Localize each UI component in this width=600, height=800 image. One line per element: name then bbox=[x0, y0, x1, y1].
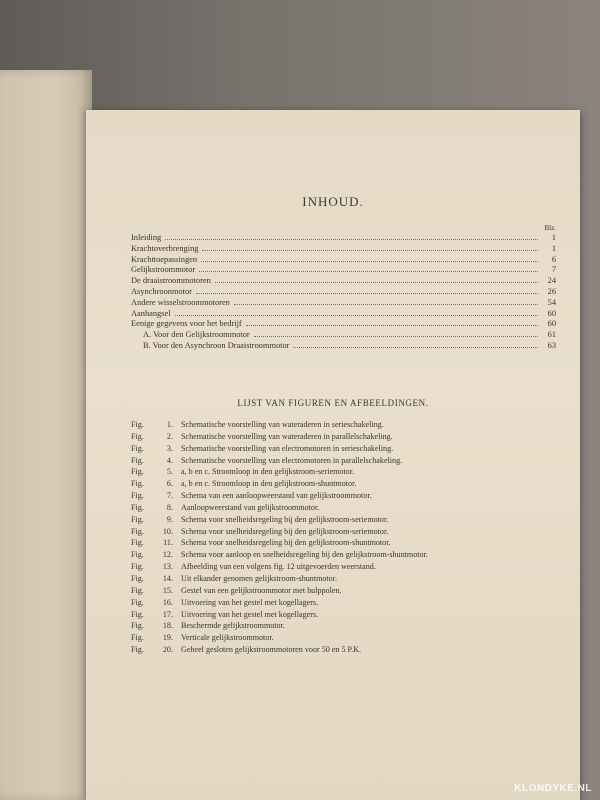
figure-entry bbox=[131, 644, 551, 656]
figure-entry bbox=[131, 561, 551, 573]
toc-entry-page: 61 bbox=[547, 330, 556, 340]
figure-number: 13. bbox=[162, 562, 173, 572]
document-page bbox=[86, 110, 580, 800]
figure-prefix: Fig. bbox=[131, 431, 144, 441]
figure-number: 16. bbox=[162, 597, 173, 607]
toc-leader-dots bbox=[234, 304, 538, 305]
table-of-contents bbox=[131, 224, 556, 352]
figure-prefix: Fig. bbox=[131, 633, 144, 643]
figure-entry bbox=[131, 597, 551, 609]
figure-description: a, b en c. Stroomloop in den gelijkstroom-shuntmotor. bbox=[181, 479, 357, 489]
toc-entry-page: 60 bbox=[547, 308, 556, 318]
figure-number: 10. bbox=[162, 526, 173, 536]
figure-entry bbox=[131, 549, 551, 561]
toc-entry bbox=[131, 233, 556, 244]
figure-prefix: Fig. bbox=[131, 621, 144, 631]
toc-leader-dots bbox=[165, 239, 538, 240]
figure-description: Gestel van een gelijkstroommotor met hulppolen. bbox=[181, 585, 342, 595]
toc-leader-dots bbox=[175, 315, 538, 316]
toc-entry-page: 24 bbox=[547, 276, 556, 286]
toc-leader-dots bbox=[293, 347, 538, 348]
toc-entry-page: 7 bbox=[551, 265, 556, 275]
figure-description: Schema voor snelheidsregeling bij den gelijkstroom-seriemotor. bbox=[181, 526, 389, 536]
figure-entry bbox=[131, 632, 551, 644]
toc-entry-page: 63 bbox=[547, 340, 556, 350]
figure-description: Schematische voorstelling van wateraderen in serieschakeling. bbox=[181, 420, 384, 429]
toc-entry-page: 6 bbox=[551, 254, 556, 264]
toc-entry bbox=[131, 309, 556, 320]
figure-entry bbox=[131, 585, 551, 597]
figure-prefix: Fig. bbox=[131, 443, 144, 453]
figures-title: LIJST VAN FIGUREN EN AFBEELDINGEN. bbox=[237, 398, 429, 408]
toc-entry bbox=[131, 319, 556, 330]
figure-prefix: Fig. bbox=[131, 467, 144, 477]
figure-entry bbox=[131, 609, 551, 621]
figure-entry bbox=[131, 466, 551, 478]
toc-entry bbox=[131, 341, 556, 352]
toc-entry-label: A. Voor den Gelijkstroommotor bbox=[143, 330, 250, 340]
toc-entry-page: 1 bbox=[551, 233, 556, 242]
figure-number: 5. bbox=[166, 467, 173, 477]
toc-leader-dots bbox=[215, 282, 538, 283]
figure-number: 7. bbox=[166, 491, 173, 501]
figure-entry bbox=[131, 443, 551, 455]
figure-number: 11. bbox=[163, 538, 173, 548]
figure-entry bbox=[131, 478, 551, 490]
figure-number: 17. bbox=[162, 609, 173, 619]
toc-entry-page: 54 bbox=[547, 297, 556, 307]
figure-number: 1. bbox=[166, 420, 173, 429]
figure-prefix: Fig. bbox=[131, 526, 144, 536]
toc-entry-label: Inleiding bbox=[131, 233, 162, 242]
page-title: INHOUD. bbox=[302, 194, 364, 209]
toc-entry-page: 26 bbox=[547, 286, 556, 296]
figure-prefix: Fig. bbox=[131, 585, 144, 595]
toc-entry-page: 1 bbox=[551, 243, 556, 253]
left-page-edge bbox=[0, 70, 92, 800]
figure-prefix: Fig. bbox=[131, 420, 144, 429]
figure-description: Schematische voorstelling van electromotoren in parallelschakeling. bbox=[181, 455, 403, 465]
figure-description: Beschermde gelijkstroommotor. bbox=[181, 621, 285, 631]
figure-prefix: Fig. bbox=[131, 645, 144, 655]
toc-entry bbox=[131, 244, 556, 255]
toc-entry bbox=[131, 287, 556, 298]
figure-description: Uitvoering van het gestel met kogellagers. bbox=[181, 597, 319, 607]
figure-entry bbox=[131, 502, 551, 514]
toc-entry bbox=[131, 265, 556, 276]
toc-leader-dots bbox=[196, 293, 538, 294]
figure-entry bbox=[131, 526, 551, 538]
toc-entry-label: Gelijkstroommotor bbox=[131, 265, 196, 275]
figure-number: 2. bbox=[166, 431, 173, 441]
figure-prefix: Fig. bbox=[131, 479, 144, 489]
figure-description: Geheel gesloten gelijkstroommotoren voor 50 en 5 P.K. bbox=[181, 645, 362, 655]
figure-number: 18. bbox=[162, 621, 173, 631]
toc-leader-dots bbox=[254, 336, 538, 337]
figure-entry bbox=[131, 455, 551, 467]
toc-entry bbox=[131, 330, 556, 341]
toc-entry-label: Asynchroonmotor bbox=[131, 286, 192, 296]
figure-number: 4. bbox=[166, 455, 173, 465]
figure-entry bbox=[131, 431, 551, 443]
figure-description: Schematische voorstelling van electromotoren in serieschakeling. bbox=[181, 443, 394, 453]
figure-prefix: Fig. bbox=[131, 597, 144, 607]
toc-entry-label: Eenige gegevens voor het bedrijf bbox=[131, 319, 242, 329]
toc-entry-label: Krachttoepassingen bbox=[131, 254, 198, 264]
figures-list bbox=[131, 419, 551, 656]
toc-entry-label: B. Voor den Asynchroon Draaistroommotor bbox=[143, 340, 290, 350]
watermark: KLONDYKE.NL bbox=[514, 783, 592, 794]
figure-description: Afbeelding van een volgens fig. 12 uitgevoerden weerstand. bbox=[181, 562, 376, 572]
toc-leader-dots bbox=[199, 271, 538, 272]
figure-prefix: Fig. bbox=[131, 514, 144, 524]
figure-number: 6. bbox=[166, 479, 173, 489]
figure-number: 12. bbox=[162, 550, 173, 560]
figure-description: Schema voor snelheidsregeling bij den gelijkstroom-shuntmotor. bbox=[181, 538, 391, 548]
figure-prefix: Fig. bbox=[131, 550, 144, 560]
figure-description: a, b en c. Stroomloop in den gelijkstroom-seriemotor. bbox=[181, 467, 355, 477]
toc-entry-page: 60 bbox=[547, 319, 556, 329]
figure-number: 3. bbox=[166, 443, 173, 453]
figure-number: 19. bbox=[162, 633, 173, 643]
figure-number: 15. bbox=[162, 585, 173, 595]
figure-description: Schema van een aanloopweerstand van gelijkstroommotor. bbox=[181, 491, 372, 501]
toc-leader-dots bbox=[202, 250, 538, 251]
figure-entry bbox=[131, 514, 551, 526]
toc-entry-label: Krachtoverbrenging bbox=[131, 243, 199, 253]
figure-prefix: Fig. bbox=[131, 538, 144, 548]
figure-number: 9. bbox=[166, 514, 173, 524]
figure-prefix: Fig. bbox=[131, 502, 144, 512]
figure-prefix: Fig. bbox=[131, 573, 144, 583]
toc-entry-label: De draaistroommotoren bbox=[131, 276, 211, 286]
toc-page-header: Blz. bbox=[544, 224, 556, 232]
figure-description: Schematische voorstelling van wateraderen in parallelschakeling. bbox=[181, 431, 393, 441]
figure-description: Verticale gelijkstroommotor. bbox=[181, 633, 274, 643]
figure-prefix: Fig. bbox=[131, 609, 144, 619]
figure-description: Aanloopweerstand van gelijkstroommotor. bbox=[181, 502, 320, 512]
toc-list bbox=[131, 233, 556, 352]
figure-prefix: Fig. bbox=[131, 455, 144, 465]
figure-prefix: Fig. bbox=[131, 491, 144, 501]
figure-number: 14. bbox=[162, 573, 173, 583]
toc-entry bbox=[131, 255, 556, 266]
toc-entry bbox=[131, 276, 556, 287]
figure-description: Schema voor aanloop en snelheidsregeling bij den gelijkstroom-shuntmotor. bbox=[181, 550, 428, 560]
figure-description: Uit elkander genomen gelijkstroom-shuntmotor. bbox=[181, 573, 338, 583]
toc-leader-dots bbox=[201, 261, 538, 262]
figure-entry bbox=[131, 620, 551, 632]
figure-entry bbox=[131, 573, 551, 585]
figure-description: Schema voor snelheidsregeling bij den gelijkstroom-seriemotor. bbox=[181, 514, 389, 524]
toc-entry-label: Andere wisselstroommotoren bbox=[131, 297, 230, 307]
figure-entry bbox=[131, 419, 551, 431]
figure-entry bbox=[131, 537, 551, 549]
figure-number: 20. bbox=[162, 645, 173, 655]
toc-entry bbox=[131, 298, 556, 309]
figure-prefix: Fig. bbox=[131, 562, 144, 572]
figure-entry bbox=[131, 490, 551, 502]
toc-entry-label: Aanhangsel bbox=[131, 308, 171, 318]
toc-leader-dots bbox=[246, 325, 538, 326]
figure-number: 8. bbox=[166, 502, 173, 512]
figure-description: Uitvoering van het gestel met kogellagers. bbox=[181, 609, 319, 619]
